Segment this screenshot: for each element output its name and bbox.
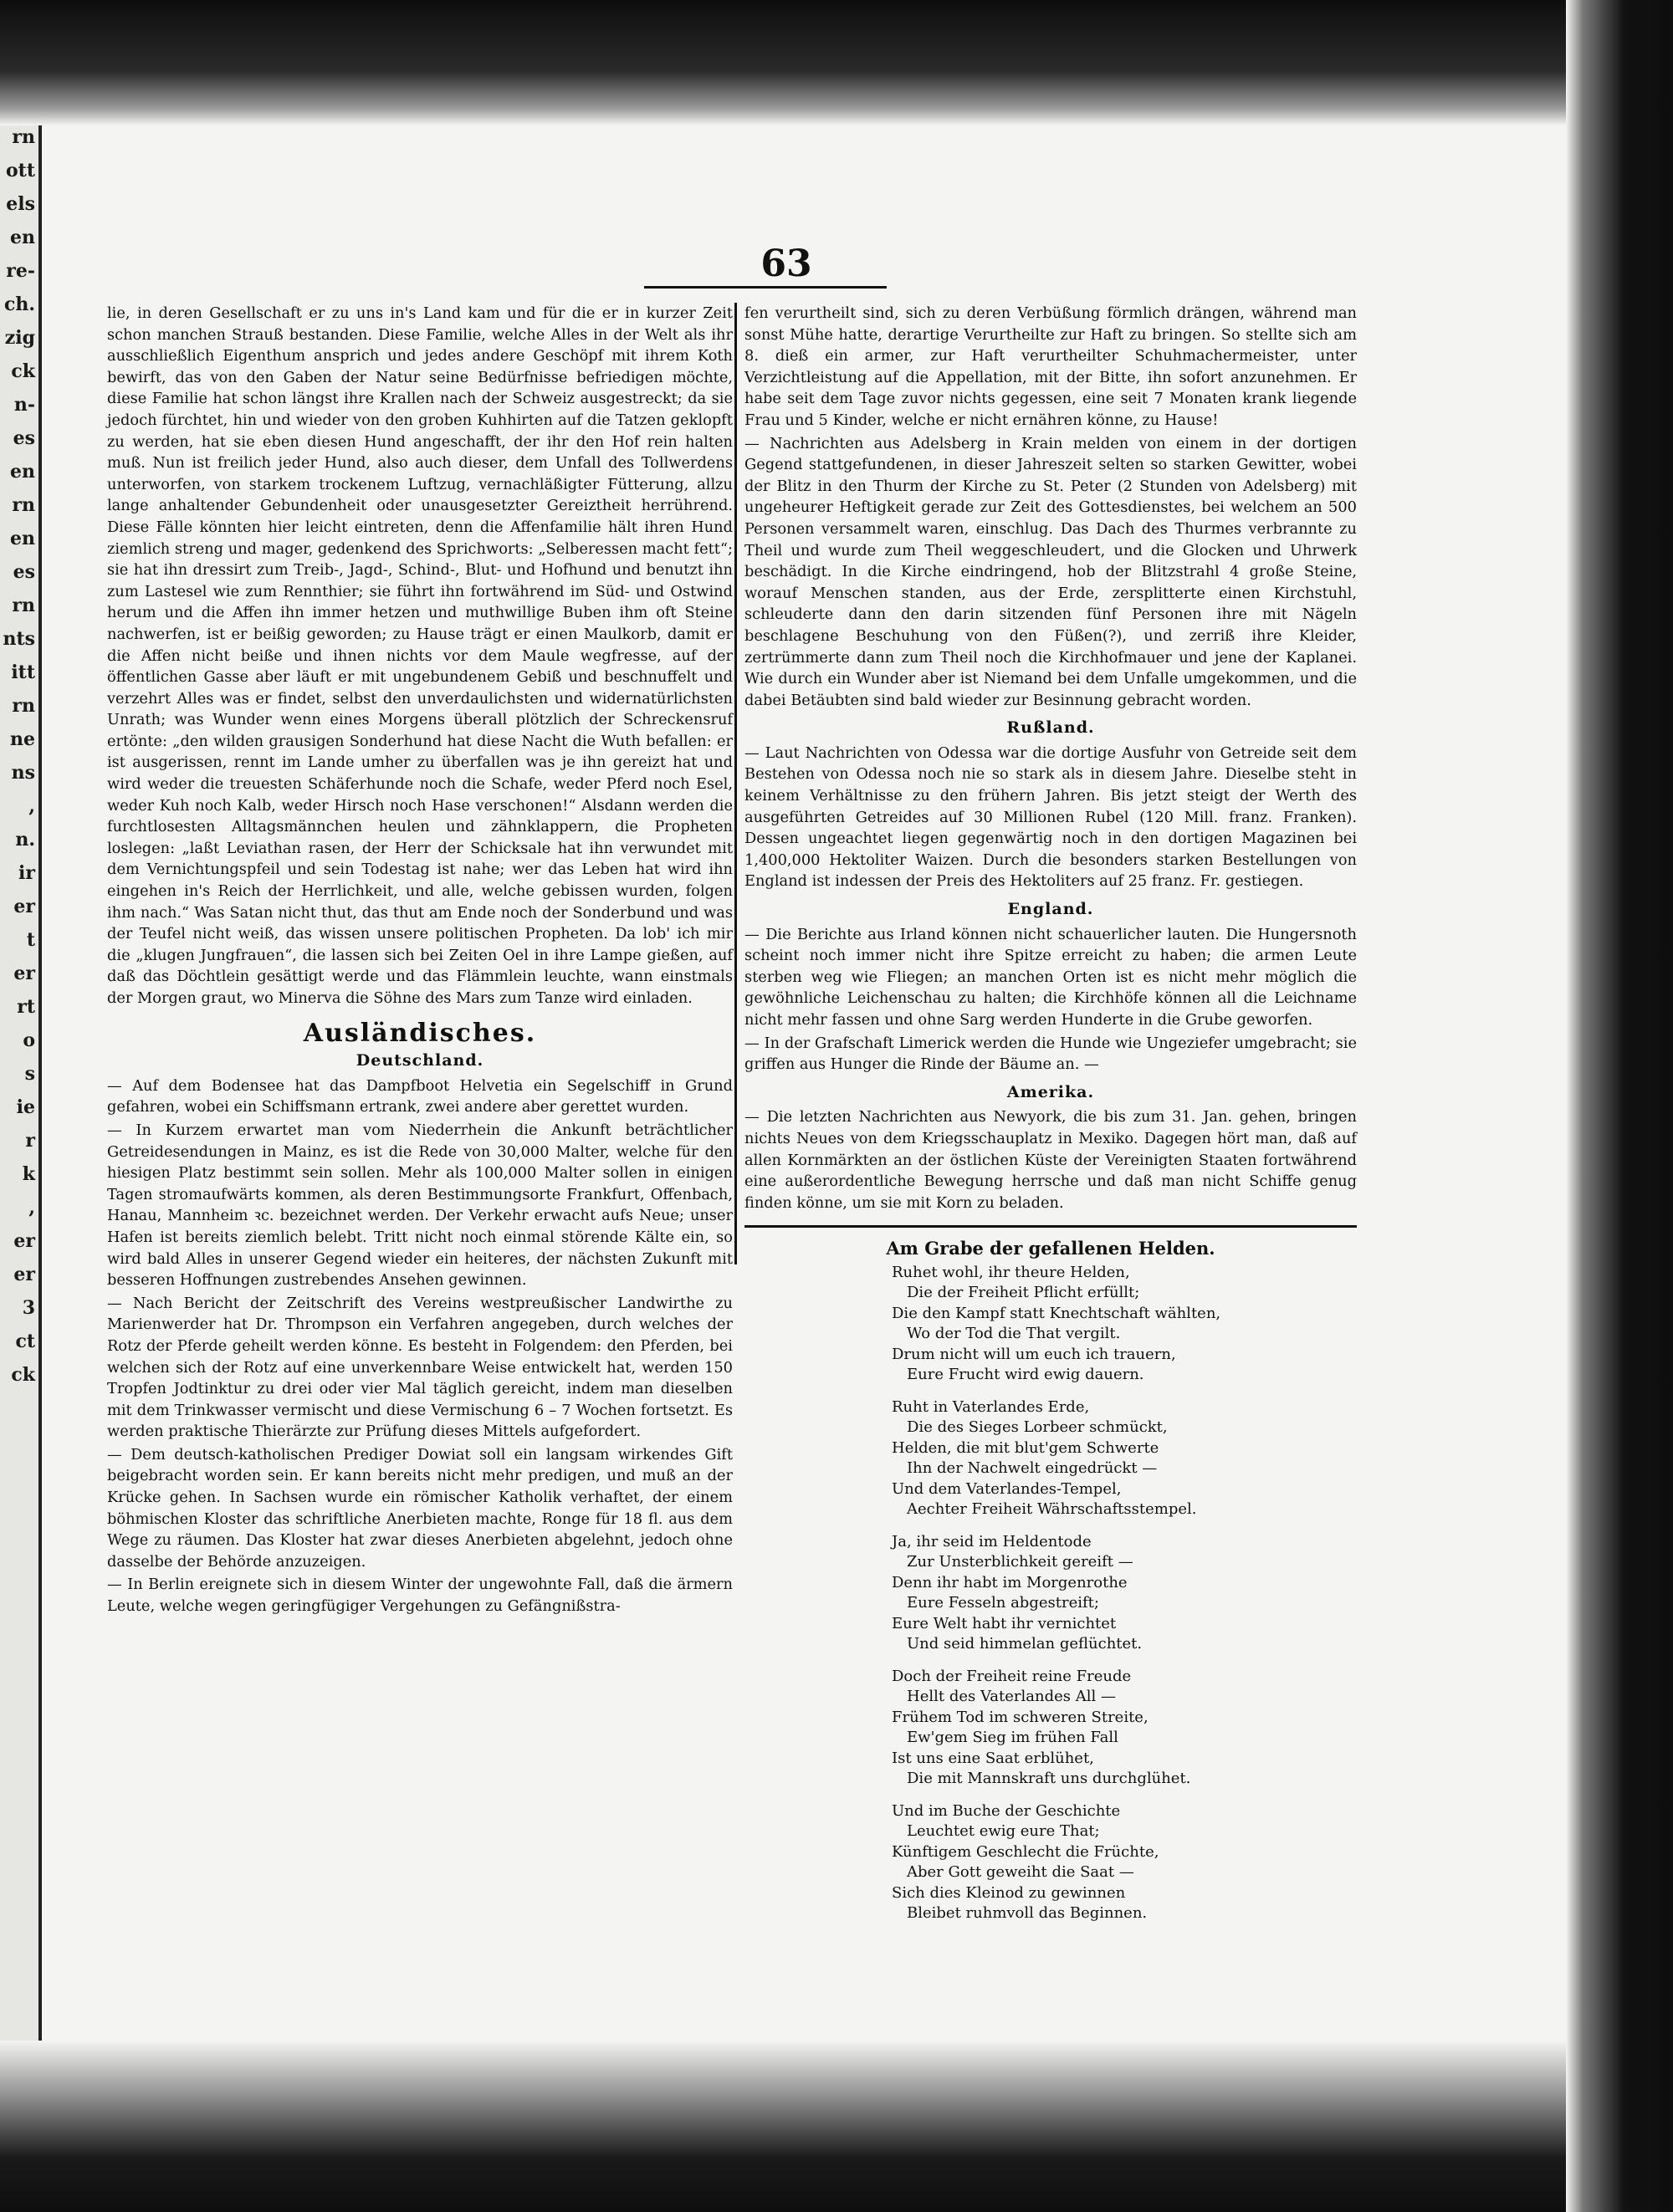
left-paragraphs (107, 303, 733, 1009)
poem-line: Wo der Tod die That vergilt. (907, 1325, 1121, 1343)
subsection-england: England. (1007, 900, 1094, 919)
news-item: — Die letzten Nachrichten aus Newyork, die bis zum 31. Jan. gehen, bringen nichts Neues von dem Kriegsschauplatz in Mexiko. Dagegen hört man, daß auf allen Kornmärkten an der östlichen Küste der Vereinigten Staaten fortwährend eine außerordentliche Bewegung herrsche und daß man nicht Schiffe genug finden könne, um sie mit Korn zu beladen. (744, 1108, 1357, 1212)
previous-page-fragment: r (25, 1130, 35, 1152)
page-number: 63 (760, 243, 812, 285)
poem-line: Denn ihr habt im Morgenrothe (892, 1573, 1128, 1591)
news-russia (744, 743, 1357, 892)
previous-page-fragment: er (13, 963, 35, 984)
subsection-deutschland: Deutschland. (356, 1051, 484, 1070)
previous-page-fragment: es (13, 427, 35, 449)
poem-stanza (892, 1263, 1243, 1386)
previous-page-fragment: s (24, 1063, 35, 1085)
poem-line: Ja, ihr seid im Heldentode (892, 1532, 1092, 1550)
news-germany (107, 1075, 733, 1617)
news-item: — Auf dem Bodensee hat das Dampfboot Helvetia ein Segelschiff in Grund gefahren, wobei ein Schiffsmann ertrank, zwei andere aber gerettet wurden. (107, 1076, 733, 1116)
poem-line: Ew'gem Sieg im frühen Fall (907, 1729, 1118, 1747)
subsection-amerika: Amerika. (1006, 1082, 1095, 1101)
previous-page-fragment: es (13, 561, 35, 583)
previous-page-fragment: k (22, 1163, 35, 1185)
previous-page-fragment: ne (10, 728, 35, 750)
poem-line: Und seid himmelan geflüchtet. (907, 1635, 1143, 1653)
right-column (744, 303, 1357, 1936)
poem-line: Ruhet wohl, ihr theure Helden, (892, 1263, 1130, 1281)
previous-page-fragment: ns (11, 762, 35, 784)
previous-page-edge (0, 125, 42, 2041)
poem-line: Bleibet ruhmvoll das Beginnen. (907, 1904, 1148, 1923)
previous-page-fragment: en (10, 461, 35, 483)
previous-page-fragment: ott (6, 160, 35, 181)
poem-line: Die des Sieges Lorbeer schmückt, (907, 1418, 1168, 1437)
previous-page-fragment: ie (16, 1096, 35, 1118)
previous-page-fragment: els (6, 193, 35, 215)
previous-page-fragment: t (26, 929, 35, 951)
poem-stanza (892, 1397, 1243, 1520)
previous-page-fragment: ck (11, 360, 35, 382)
previous-page-fragment: n. (15, 829, 35, 851)
previous-page-fragment: , (28, 1197, 35, 1218)
scan-border-right (1566, 0, 1673, 2212)
article-paragraph: lie, in deren Gesellschaft er zu uns in's Land kam und für die er in kurzer Zeit schon manchen Strauß bestanden. Diese Familie, welche Alles in der Welt als ihr ausschließlich Eigenthum ansprich und jedes andere Geschöpf mit ihrem Koth bewirft, das von den Gaben der Natur seine Bedürfnisse befriedigen möchte, diese Familie hat schon längst ihre Krallen nach der Schweiz ausgestreckt; da sie jedoch fürchtet, hin und wieder von den groben Kuhhirten auf die Tatzen geklopft zu werden, hat sie eben diesen Hund angeschafft, der ihr den Hof rein halten muß. Nun ist freilich jeder Hund, also auch dieser, dem Unfall des Tollwerdens unterworfen, von starkem trockenem Luftzug, vernachläßigter Fütterung, allzu lange anhaltender Gebundenheit oder unausgesetzter Gereiztheit herrührend. Diese Fälle könnten hier leicht eintreten, denn die Affenfamilie hält ihren Hund ziemlich streng und mager, gedenkend des Sprichworts: „Selberessen macht fett“; sie hat ihn dressirt zum Treib-, Jagd-, Schind-, Blut- und Hofhund und benutzt ihn zum Lastesel wie zum Rennthier; sie führt ihn fortwährend im Süd- und Ostwind herum und die Affen ihn immer hetzen und muthwillige Buben ihm oft Steine nachwerfen, ist er beißig geworden; zu Hause trägt er einen Maulkorb, damit er die Affen nicht beiße und ihnen nichts vor dem Maule wegfresse, auf der öffentlichen Gasse aber läuft er mit ungebundenem Gebiß und beschnuffelt und verzehrt Alles was er findet, selbst den unverdaulichsten und widernatürlichsten Unrath; was Wunder wenn eines Morgens überall plötzlich der Schreckensruf ertönte: „den wilden grausigen Sonderhund hat diese Nacht die Wuth befallen: er ist ausgerissen, rennt im Lande umher zu überfallen was je ihn gereizt hat und wird weder die treuesten Schäferhunde noch die Schafe, weder Pferd noch Esel, weder Kuh noch Kalb, weder Hirsch noch Hase verschonen!“ Alsdann werden die furchtlosesten Alltagsmännchen heulen und zähnklappern, die Propheten loslegen: „laßt Leviathan rasen, der Herr der Schicksale hat ihn verwundet mit dem Vernichtungspfeil und sein Todestag ist nahe; wer das Leben hat wird ihn eingehen in's Reich der Herrlichkeit, und alle, welche gebissen wurden, folgen ihm nach.“ Was Satan nicht thut, das thut am Ende noch der Sonderbund und was der Teufel nicht weiß, das wissen unsere politischen Propheten. Da lob' ich mir die „klugen Jungfrauen“, die lassen sich bei Zeiten Oel in ihre Lampe gießen, auf daß das Döchtlein gesättigt werde und das Flämmlein leuchte, wann einstmals der Morgen graut, wo Minerva die Söhne des Mars zum Tanze wird einladen. (107, 304, 733, 1007)
previous-page-fragment: n- (13, 394, 35, 416)
news-england (744, 924, 1357, 1075)
news-america (744, 1106, 1357, 1213)
previous-page-fragment: o (23, 1029, 35, 1051)
poem-line: Aechter Freiheit Währschaftsstempel. (907, 1500, 1197, 1519)
previous-page-fragment: rn (12, 595, 35, 616)
previous-page-fragment: rn (12, 126, 35, 148)
previous-page-fragment: 3 (22, 1297, 35, 1319)
poem-line: Die der Freiheit Pflicht erfüllt; (907, 1284, 1140, 1302)
section-title-auslaendisches: Ausländisches. (303, 1018, 537, 1048)
poem-line: Drum nicht will um euch ich trauern, (892, 1345, 1176, 1363)
poem-line: Frühem Tod im schweren Streite, (892, 1708, 1149, 1726)
poem-line: Die mit Mannskraft uns durchglühet. (907, 1770, 1191, 1788)
scan-border-top (0, 0, 1673, 125)
poem-line: Eure Frucht wird ewig dauern. (907, 1366, 1144, 1384)
previous-page-fragment: rn (12, 494, 35, 516)
news-item: — In der Grafschaft Limerick werden die Hunde wie Ungeziefer umgebracht; sie griffen aus Hunger die Rinde der Bäume an. — (744, 1034, 1357, 1074)
previous-page-fragment: ct (15, 1331, 35, 1352)
poem-stanza (892, 1801, 1243, 1924)
previous-page-fragment: er (13, 1264, 35, 1285)
poem-line: Ist uns eine Saat erblühet, (892, 1749, 1094, 1767)
poem-stanza (892, 1667, 1243, 1790)
poem-divider (744, 1225, 1357, 1228)
poem-line: Ruht in Vaterlandes Erde, (892, 1397, 1090, 1416)
poem-line: Und im Buche der Geschichte (892, 1801, 1121, 1820)
poem-line: Und dem Vaterlandes-Tempel, (892, 1479, 1122, 1498)
previous-page-fragment: rn (12, 695, 35, 717)
newspaper-page (75, 125, 1556, 2041)
news-item: fen verurtheilt sind, sich zu deren Verbüßung förmlich drängen, während man sonst Mühe hatte, derartige Verurtheilte zur Haft zu bringen. So stellte sich am 8. dieß ein armer, zur Haft verurtheilter Schuhmachermeister, unter Verzichtleistung auf die Appellation, mit der Bitte, ihn sofort anzunehmen. Er habe seit dem Tage zuvor nichts gegessen, eine seit 7 Monaten krank liegende Frau und 5 Kinder, welche er nicht ernähren könne, zu Hause! (744, 304, 1357, 429)
previous-page-fragment: zig (4, 327, 35, 349)
poem-line: Doch der Freiheit reine Freude (892, 1667, 1132, 1685)
previous-page-fragment: , (28, 795, 35, 817)
news-item: — In Kurzem erwartet man vom Niederrhein die Ankunft beträchtlicher Getreidesendungen in Mainz, es ist die Rede von 30,000 Malter, welche für den hiesigen Platz bestimmt sein sollen. Mehr als 100,000 Malter sollen in einigen Tagen stromaufwärts kommen, als deren Bestimmungsorte Frankfurt, Offenbach, Hanau, Mannheim ꝛc. bezeichnet werden. Der Verkehr erwacht aufs Neue; unser Hafen ist bereits ziemlich belebt. Tritt nicht noch einmal störende Kälte ein, so wird bald Alles in unserer Gegend wieder ein heiteres, der nächsten Zukunft mit besseren Hoffnungen zustrebendes Ansehen gewinnen. (107, 1121, 733, 1290)
poem-line: Künftigem Geschlecht die Früchte, (892, 1842, 1159, 1861)
news-item: — Dem deutsch-katholischen Prediger Dowiat soll ein langsam wirkendes Gift beigebracht worden sein. Er kann bereits nicht mehr predigen, und muß an der Krücke gehen. In Sachsen wurde ein römischer Katholik verhaftet, der einem böhmischen Kloster das schriftliche Anerbieten machte, Ronge für 18 fl. aus dem Wege zu räumen. Das Kloster hat zwar dieses Anerbieten abgelehnt, jedoch ohne dasselbe der Behörde anzuzeigen. (107, 1445, 733, 1571)
news-continued (744, 303, 1357, 711)
poem-line: Leuchtet ewig eure That; (907, 1822, 1100, 1841)
previous-page-fragment: ch. (3, 294, 35, 315)
previous-page-fragment: en (10, 227, 35, 248)
poem-line: Aber Gott geweiht die Saat — (907, 1863, 1134, 1882)
poem-line: Zur Unsterblichkeit gereift — (907, 1553, 1133, 1571)
poem-line: Die den Kampf statt Knechtschaft wählten, (892, 1304, 1221, 1322)
poem (892, 1263, 1243, 1924)
scan-border-bottom (0, 2041, 1673, 2212)
poem-title: Am Grabe der gefallenen Helden. (886, 1238, 1215, 1259)
previous-page-fragment: ir (18, 862, 35, 884)
left-column (107, 303, 733, 1619)
poem-line: Ihn der Nachwelt eingedrückt — (907, 1459, 1158, 1478)
previous-page-fragment: er (13, 1230, 35, 1252)
poem-stanza (892, 1532, 1243, 1655)
previous-page-fragment: en (10, 528, 35, 549)
poem-line: Hellt des Vaterlandes All — (907, 1688, 1116, 1706)
subsection-russland: Rußland. (1006, 718, 1095, 738)
news-item: — In Berlin ereignete sich in diesem Winter der ungewohnte Fall, daß die ärmern Leute, welche wegen geringfügiger Vergehungen zu Gefängnißstra- (107, 1576, 733, 1616)
news-item: — Nach Bericht der Zeitschrift des Vereins westpreußischer Landwirthe zu Marienwerder hat Dr. Thrompson ein Verfahren angegeben, durch welches der Rotz der Pferde geheilt werden könne. Es besteht in Folgendem: den Pferden, bei welchen sich der Rotz auf eine unverkennbare Weise entwickelt hat, werden 150 Tropfen Jodtinktur zu drei oder vier Mal täglich gereicht, indem man dieselben mit dem Trinkwasser vermischt und diese Vermischung 6 – 7 Wochen fortsetzt. Es werden praktische Thierärzte zur Prüfung dieses Mittels aufgefordert. (107, 1294, 733, 1441)
news-item: — Die Berichte aus Irland können nicht schauerlicher lauten. Die Hungersnoth scheint noch immer nicht ihre Spitze erreicht zu haben; die armen Leute sterben weg wie Fliegen; an manchen Orten ist es nicht mehr möglich die gewöhnliche Leichenschau zu halten; die Kirchhöfe können all die Leichname nicht mehr fassen und ohne Sarg werden Hunderte in die Grube geworfen. (744, 925, 1357, 1029)
previous-page-fragment: er (13, 896, 35, 917)
previous-page-fragment: ck (11, 1364, 35, 1386)
poem-line: Sich dies Kleinod zu gewinnen (892, 1883, 1126, 1902)
previous-page-fragment: itt (11, 662, 35, 683)
news-item: — Laut Nachrichten von Odessa war die dortige Ausfuhr von Getreide seit dem Bestehen von Odessa noch nie so stark als in diesem Jahre. Dieselbe steht in keinem Verhältnisse zu den frühern Jahren. Bis jetzt steigt der Werth des ausgeführten Getreides auf 30 Millionen Rubel (120 Mill. franz. Franken). Dessen ungeachtet liegen gegenwärtig noch in den dortigen Magazinen bei 1,400,000 Hektoliter Waizen. Durch die besonders starken Bestellungen von England ist indessen der Preis des Hektoliters auf 25 franz. Fr. gestiegen. (744, 743, 1357, 891)
previous-page-fragment: rt (17, 996, 35, 1018)
poem-line: Eure Welt habt ihr vernichtet (892, 1614, 1117, 1632)
news-item: — Nachrichten aus Adelsberg in Krain melden von einem in der dortigen Gegend stattgefundenen, in dieser Jahreszeit selten so starken Gewitter, wobei der Blitz in den Thurm der Kirche zu St. Peter (2 Stunden von Adelsberg) mit ungeheurer Heftigkeit gerade zur Zeit des Gottesdienstes, bei welchem an 500 Personen versammelt waren, einschlug. Das Dach des Thurmes verbrannte zu Theil und wurde zum Theil weggeschleudert, und die Glocken und Uhrwerk beschädigt. In die Kirche eindringend, hob der Blitzstrahl 4 große Steine, worauf Menschen standen, aus der Erde, zersplitterte einen Kirchstuhl, schleuderte dann den darin sitzenden fünf Personen ihre mit Nägeln beschlagene Beschuhung von den Füßen(?), und zerriß ihre Kleider, zertrümmerte dann zum Theil noch die Kirchhofmauer und jene der Kaplanei. Wie durch ein Wunder aber ist Niemand bei dem Unfalle umgekommen, und die dabei Betäubten sind bald wieder zur Besinnung gebracht worden. (744, 434, 1357, 709)
page-number-underline (644, 286, 887, 289)
poem-line: Eure Fesseln abgestreift; (907, 1594, 1099, 1612)
previous-page-fragment: nts (3, 628, 35, 650)
poem-line: Helden, die mit blut'gem Schwerte (892, 1438, 1159, 1457)
column-divider (734, 303, 737, 1264)
previous-page-fragment: re- (6, 260, 35, 282)
